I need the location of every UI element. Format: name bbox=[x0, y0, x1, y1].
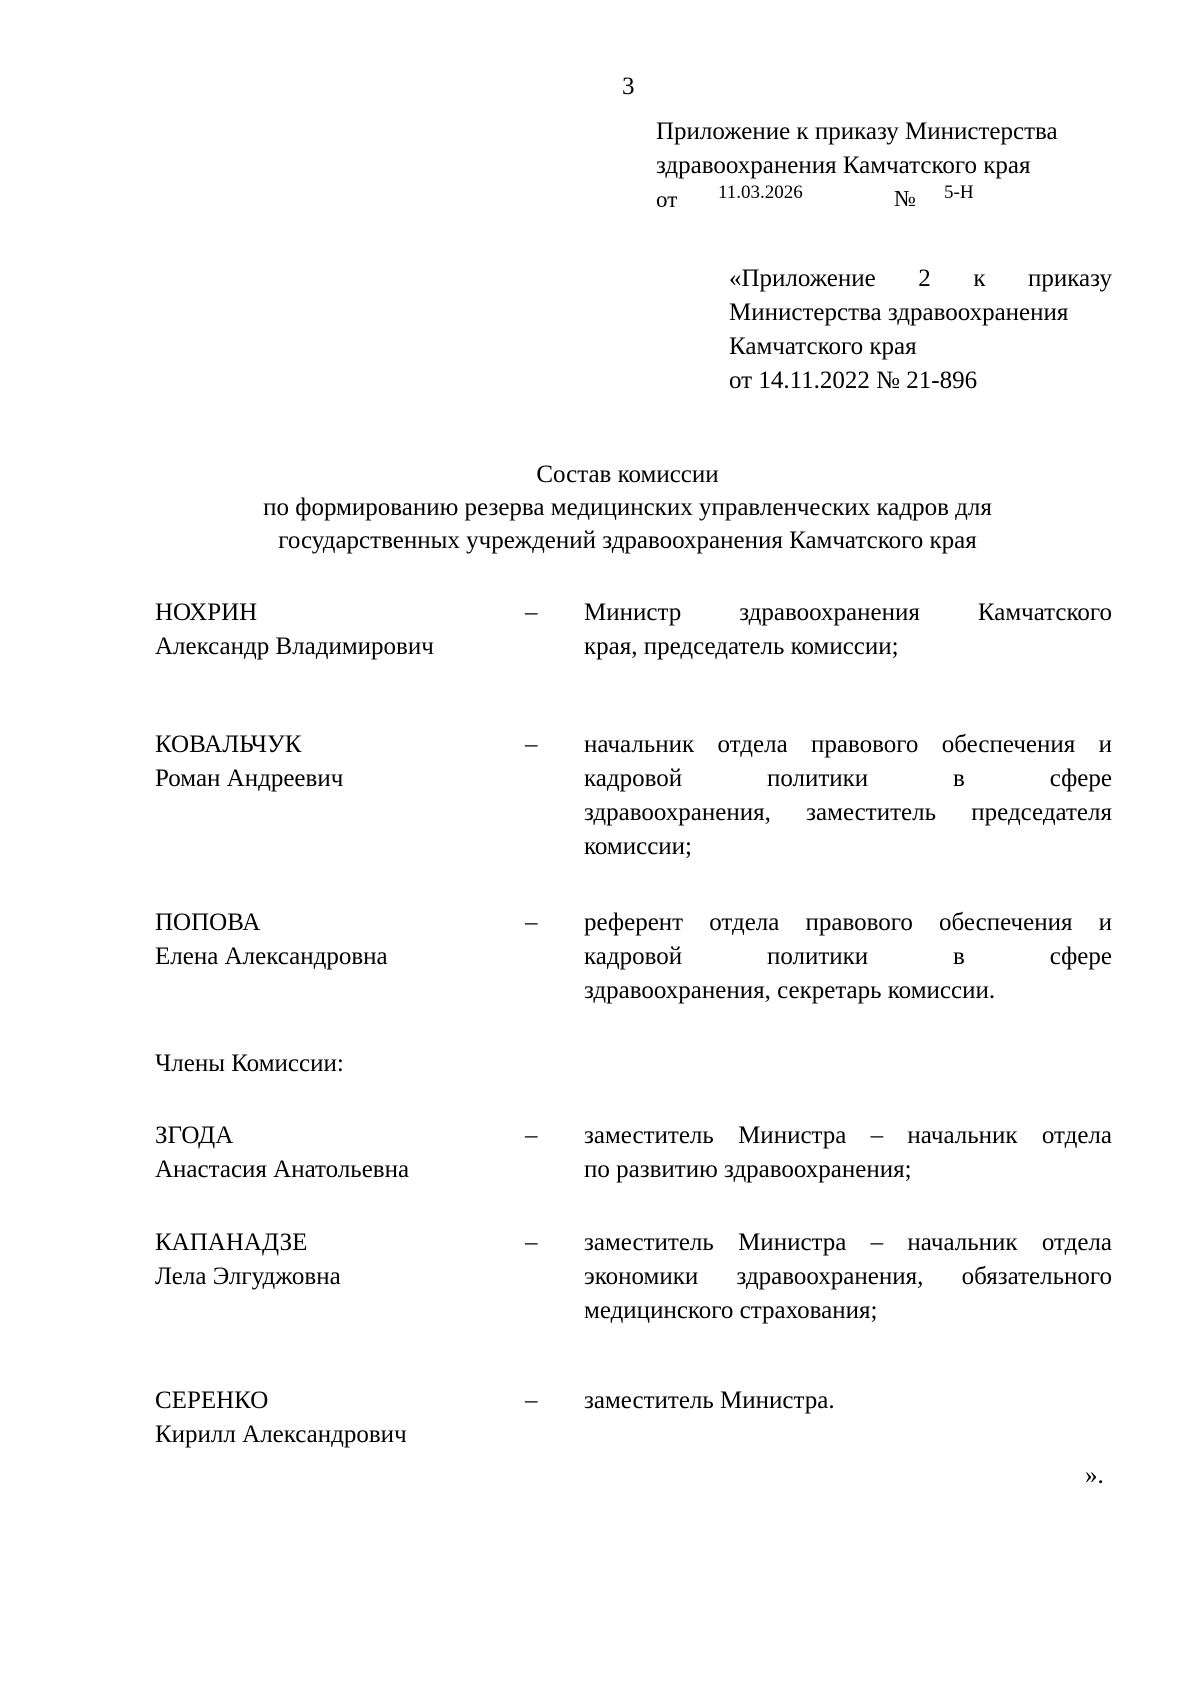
members-heading: Члены Комиссии: bbox=[155, 1050, 344, 1077]
member-name bbox=[155, 596, 434, 664]
previous-appendix-line-1 bbox=[729, 262, 1112, 296]
member-name bbox=[155, 1226, 341, 1294]
role-line: заместитель Министра. bbox=[584, 1387, 835, 1414]
role-line: заместитель Министра – начальник отдела bbox=[584, 1122, 1112, 1149]
member-name bbox=[155, 906, 388, 974]
role-line: здравоохранения, секретарь комиссии. bbox=[584, 977, 996, 1004]
surname: ЗГОДА bbox=[155, 1122, 234, 1149]
word: «Приложение bbox=[729, 265, 876, 292]
role-line: по развитию здравоохранения; bbox=[584, 1156, 912, 1183]
member-role bbox=[584, 1384, 1112, 1418]
appendix-line-2: здравоохранения Камчатского края bbox=[656, 152, 1031, 179]
role-line: экономики здравоохранения, обязательного bbox=[584, 1263, 1112, 1290]
given-names: Кирилл Александрович bbox=[155, 1421, 407, 1448]
role-line: Министр здравоохранения Камчатского bbox=[584, 599, 1112, 626]
member-name bbox=[155, 1384, 407, 1452]
order-reference bbox=[656, 182, 986, 216]
dash: – bbox=[525, 1229, 538, 1256]
member-name bbox=[155, 1119, 409, 1187]
role-line: кадровой политики в сфере bbox=[584, 943, 1112, 970]
title-line-1: Состав комиссии bbox=[536, 461, 719, 488]
previous-appendix-line-3: Камчатского края bbox=[729, 333, 917, 360]
given-names: Роман Андреевич bbox=[155, 765, 344, 792]
title-line-2: по формированию резерва медицинских управленческих кадров для bbox=[263, 494, 992, 521]
previous-appendix-reference bbox=[729, 262, 1112, 398]
surname: КОВАЛЬЧУК bbox=[155, 731, 302, 758]
appendix-header bbox=[656, 115, 1058, 183]
role-line: медицинского страхования; bbox=[584, 1297, 878, 1324]
number-sign: № bbox=[894, 186, 916, 211]
member-role bbox=[584, 1119, 1112, 1187]
role-line: края, председатель комиссии; bbox=[584, 633, 899, 660]
surname: КАПАНАДЗЕ bbox=[155, 1229, 308, 1256]
role-line: здравоохранения, заместитель председателя bbox=[584, 799, 1112, 826]
page-number: 3 bbox=[622, 73, 635, 100]
dash: – bbox=[525, 599, 538, 626]
word: 2 bbox=[918, 265, 931, 292]
dash: – bbox=[525, 731, 538, 758]
appendix-line-1: Приложение к приказу Министерства bbox=[656, 118, 1058, 145]
dash: – bbox=[525, 1122, 538, 1149]
role-line: комиссии; bbox=[584, 833, 692, 860]
word: приказу bbox=[1028, 265, 1113, 292]
given-names: Елена Александровна bbox=[155, 943, 388, 970]
given-names: Лела Элгуджовна bbox=[155, 1263, 341, 1290]
dash: – bbox=[525, 909, 538, 936]
surname: СЕРЕНКО bbox=[155, 1387, 269, 1414]
member-role bbox=[584, 906, 1112, 1008]
surname: ПОПОВА bbox=[155, 909, 261, 936]
given-names: Анастасия Анатольевна bbox=[155, 1156, 410, 1183]
closing-quote: ». bbox=[1085, 1462, 1104, 1489]
word: к bbox=[973, 265, 986, 292]
role-line: референт отдела правового обеспечения и bbox=[584, 909, 1112, 936]
member-role bbox=[584, 1226, 1112, 1328]
title-line-3: государственных учреждений здравоохранения Камчатского края bbox=[278, 527, 977, 554]
member-role bbox=[584, 728, 1112, 864]
order-number: 5-Н bbox=[944, 182, 974, 203]
member-role bbox=[584, 596, 1112, 664]
from-label: от bbox=[656, 187, 678, 212]
document-title bbox=[155, 458, 1100, 557]
previous-appendix-line-2: Министерства здравоохранения bbox=[729, 299, 1069, 326]
previous-appendix-line-4: от 14.11.2022 № 21-896 bbox=[729, 367, 978, 394]
role-line: начальник отдела правового обеспечения и bbox=[584, 731, 1112, 758]
role-line: кадровой политики в сфере bbox=[584, 765, 1112, 792]
role-line: заместитель Министра – начальник отдела bbox=[584, 1229, 1112, 1256]
surname: НОХРИН bbox=[155, 599, 258, 626]
member-name bbox=[155, 728, 343, 796]
order-date: 11.03.2026 bbox=[718, 182, 803, 203]
given-names: Александр Владимирович bbox=[155, 633, 434, 660]
dash: – bbox=[525, 1387, 538, 1414]
